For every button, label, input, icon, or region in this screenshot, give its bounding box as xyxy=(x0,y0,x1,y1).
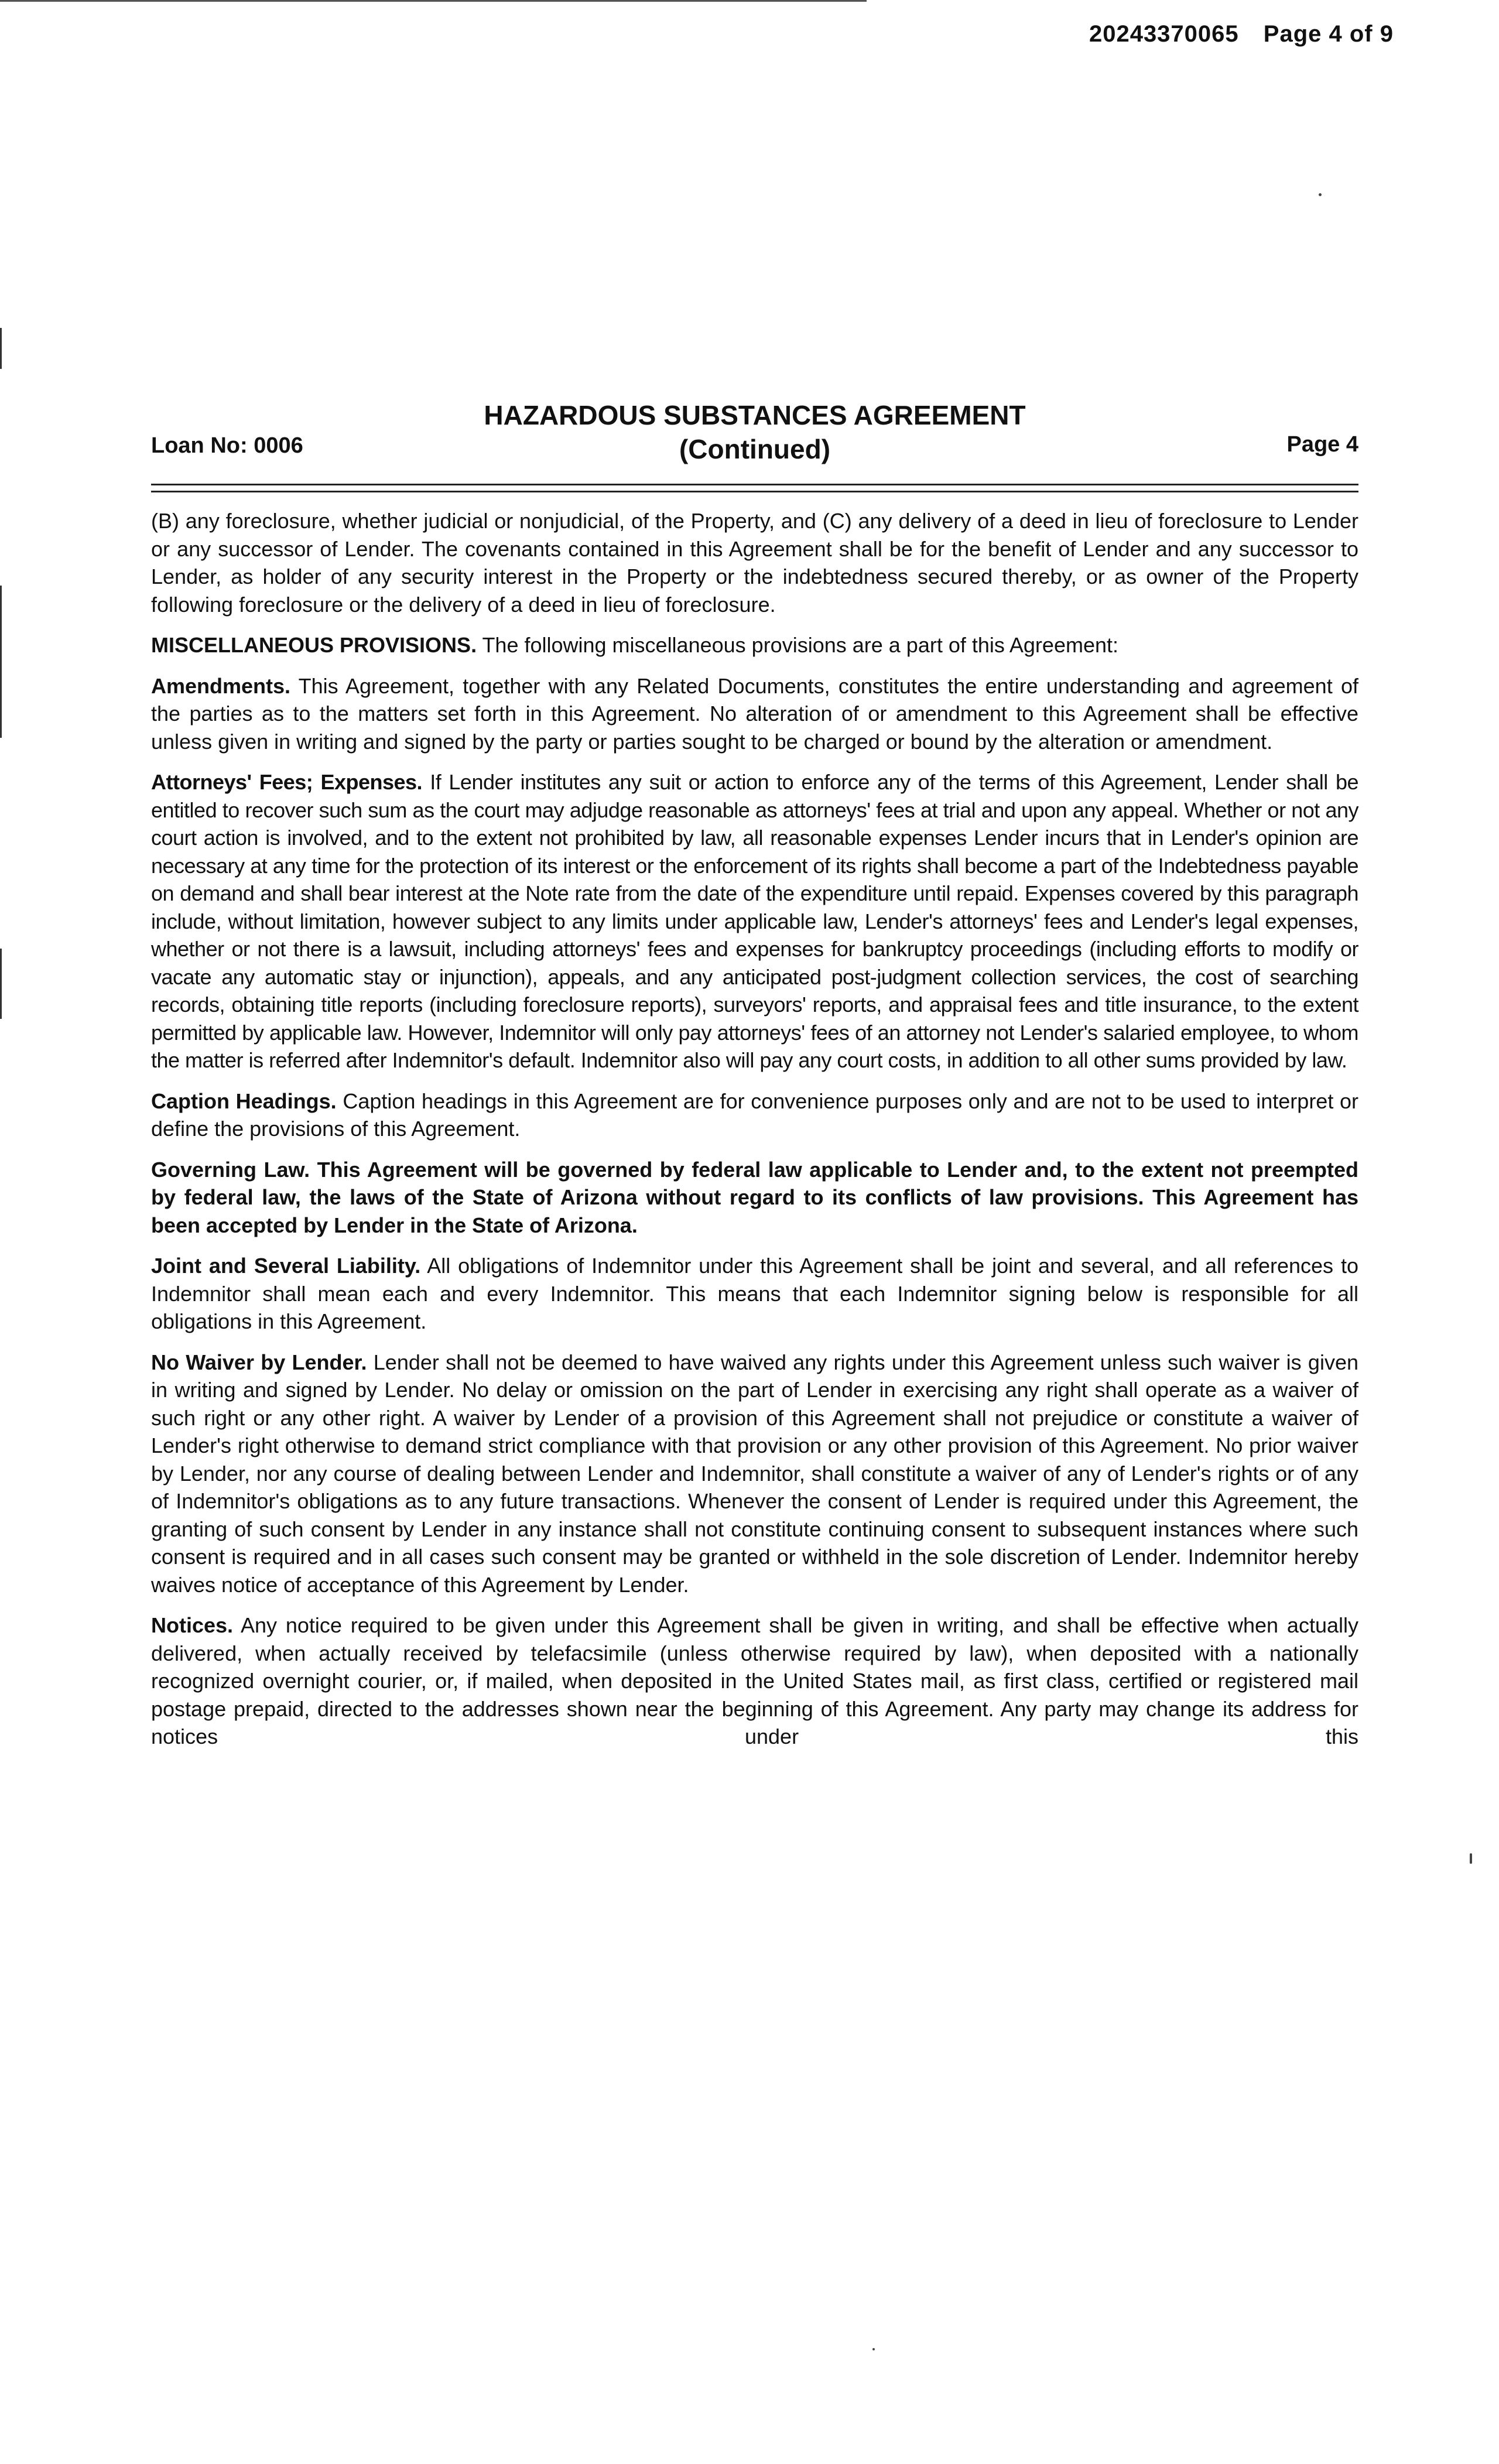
section-text: Any notice required to be given under this Agreement shall be given in writing, and shall be effective when actually delivered, when actually received by telefacsimile (unless otherwise required by law), when deposited with a nationally recognized overnight courier, or, if mailed, when deposited in the United States mail, as first class, certified or registered mail postage prepaid, directed to the addresses shown near the beginning of this Agreement. Any party may change its address for notices under this xyxy=(151,1613,1358,1748)
section-heading: No Waiver by Lender. xyxy=(151,1350,367,1374)
section-no-waiver xyxy=(151,1349,1358,1599)
scan-speck xyxy=(1319,193,1322,196)
header-rule xyxy=(151,484,1358,485)
page-of-label: Page 4 of 9 xyxy=(1263,21,1394,47)
section-caption-headings xyxy=(151,1087,1358,1143)
scan-margin-mark xyxy=(0,328,2,369)
section-heading: Attorneys' Fees; Expenses. xyxy=(151,770,423,794)
scan-margin-mark xyxy=(0,949,2,1019)
document-header xyxy=(151,398,1358,474)
lead-paragraph: (B) any foreclosure, whether judicial or nonjudicial, of the Property, and (C) any delivery of a deed in lieu of foreclosure to Lender or any successor of Lender. The covenants contained in this Agreement shall be for the benefit of Lender and any successor to Lender, as holder of any security interest in the Property or the indebtedness secured thereby, or as owner of the Property following foreclosure or the delivery of a deed in lieu of foreclosure. xyxy=(151,509,1358,617)
section-amendments xyxy=(151,672,1358,756)
section-text: All obligations of Indemnitor under this Agreement shall be joint and several, and all references to Indemnitor shall mean each and every Indemnitor. This means that each Indemnitor signing below is responsible for all obligations in this Agreement. xyxy=(151,1254,1359,1333)
section-text: If Lender institutes any suit or action to enforce any of the terms of this Agreement, Lender shall be entitled to recover such sum as the court may adjudge reasonable as attorneys' fees at trial and upon any appeal. Whether or not any court action is involved, and to the extent not prohibited by law, all reasonable expenses Lender incurs that in Lender's opinion are necessary at any time for the protection of its interest or the enforcement of its rights shall become a part of the Indebtedness payable on demand and shall bear interest at the Note rate from the date of the expenditure until repaid. Expenses covered by this paragraph include, without limitation, however subject to any limits under applicable law, Lender's attorneys' fees and Lender's legal expenses, whether or not there is a lawsuit, including attorneys' fees and expenses for bankruptcy proceedings (including efforts to modify or vacate any automatic stay or injunction), appeals, and any anticipated post-judgment collection services, the cost of searching records, obtaining title reports (including foreclosure reports), surveyors' reports, and appraisal fees and title insurance, to the extent permitted by applicable law. However, Indemnitor will only pay attorneys' fees of an attorney not Lender's salaried employee, to whom the matter is referred after Indemnitor's default. Indemnitor also will pay any court costs, in addition to all other sums provided by law. xyxy=(151,770,1358,1072)
record-number: 20243370065 xyxy=(1089,21,1239,47)
section-heading: Governing Law. xyxy=(151,1157,310,1182)
page-label: Page 4 xyxy=(1286,432,1358,457)
document-title: HAZARDOUS SUBSTANCES AGREEMENT xyxy=(484,400,1026,430)
section-governing-law xyxy=(151,1156,1358,1240)
section-notices xyxy=(151,1611,1358,1751)
scan-speck xyxy=(1470,1853,1472,1864)
scan-margin-mark xyxy=(0,586,2,738)
section-text: This Agreement will be governed by federal law applicable to Lender and, to the extent not preempted by federal law, the laws of the State of Arizona without regard to its conflicts of law provisions. This Agreement has been accepted by Lender in the State of Arizona. xyxy=(151,1157,1358,1237)
loan-number: Loan No: 0006 xyxy=(151,433,303,458)
scan-speck xyxy=(872,2348,875,2350)
recording-reference xyxy=(1089,21,1394,47)
section-heading: Caption Headings. xyxy=(151,1089,337,1113)
section-text: This Agreement, together with any Related Documents, constitutes the entire understanding and agreement of the parties as to the matters set forth in this Agreement. No alteration of or amendment to this Agreement shall be effective unless given in writing and signed by the party or parties sought to be charged or bound by the alteration or amendment. xyxy=(151,673,1358,754)
section-text: Caption headings in this Agreement are for convenience purposes only and are not to be used to interpret or define the provisions of this Agreement. xyxy=(151,1089,1358,1141)
document-body xyxy=(151,507,1358,1764)
section-joint-liability xyxy=(151,1252,1358,1336)
header-rule xyxy=(151,491,1358,492)
section-heading: Notices. xyxy=(151,1613,234,1637)
misc-intro: The following miscellaneous provisions are a part of this Agreement: xyxy=(482,633,1118,657)
section-heading: Joint and Several Liability. xyxy=(151,1254,421,1278)
section-text: Lender shall not be deemed to have waived any rights under this Agreement unless such waiver is given in writing and signed by Lender. No delay or omission on the part of Lender in exercising any right shall operate as a waiver of such right or any other right. A waiver by Lender of a provision of this Agreement shall not prejudice or constitute a waiver of Lender's right otherwise to demand strict compliance with that provision or any other provision of this Agreement. No prior waiver by Lender, nor any course of dealing between Lender and Indemnitor, shall constitute a waiver of any of Lender's rights or of any of Indemnitor's obligations as to any future transactions. Whenever the consent of Lender is required under this Agreement, the granting of such consent by Lender in any instance shall not constitute continuing consent to subsequent instances where such consent is required and in all cases such consent may be granted or withheld in the sole discretion of Lender. Indemnitor hereby waives notice of acceptance of this Agreement by Lender. xyxy=(151,1350,1358,1597)
scan-edge-line xyxy=(0,0,867,2)
document-title-block xyxy=(151,398,1358,466)
document-subtitle: (Continued) xyxy=(679,434,831,464)
misc-heading: MISCELLANEOUS PROVISIONS. xyxy=(151,633,477,657)
section-attorneys-fees xyxy=(151,768,1358,1074)
misc-provisions xyxy=(151,631,1358,659)
section-heading: Amendments. xyxy=(151,673,291,698)
